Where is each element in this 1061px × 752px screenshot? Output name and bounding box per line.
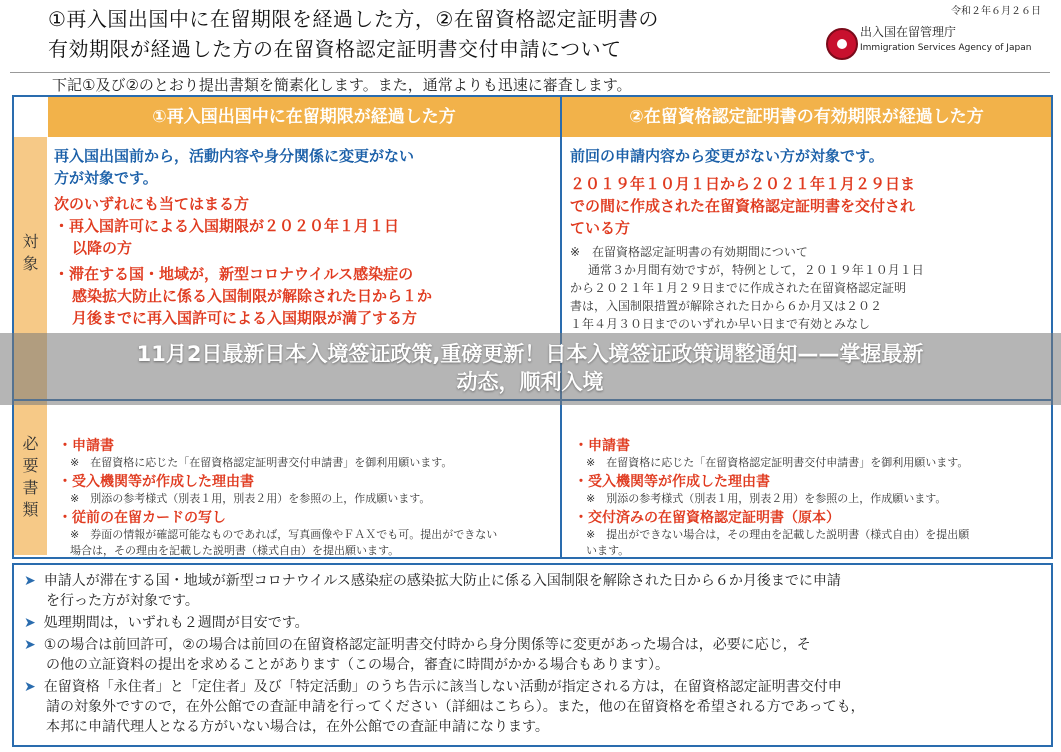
target-left-line: ・再入国許可による入国期限が２０２０年１月１日: [54, 217, 400, 235]
target-right-line: ２０１９年１０月１日から２０２１年１月２９日ま: [570, 175, 916, 193]
note-text: 本邦に申請代理人となる方がいない場合は，在外公館での査証申請になります。: [46, 719, 549, 735]
arrow-right-icon: ➤: [24, 615, 36, 631]
header-divider: [10, 72, 1050, 73]
arrow-right-icon: ➤: [24, 679, 36, 695]
note-item: [24, 613, 1034, 633]
doc-note: います。: [586, 544, 630, 557]
row-label-char: 必: [22, 434, 39, 453]
target-right-cell: [570, 145, 1044, 333]
notes-box: [12, 563, 1053, 747]
target-left-line: 感染拡大防止に係る入国制限が解除された日から１か: [72, 287, 433, 305]
target-right-note: １年４月３０日までのいずれか早い日まで有効とみなし: [570, 317, 871, 331]
note-text: の他の立証資料の提出を求めることがあります（この場合，審査に時間がかかる場合もあります）。: [46, 657, 669, 673]
target-left-line: 以降の方: [72, 239, 133, 257]
note-item: [24, 677, 1034, 737]
note-item: [24, 635, 1034, 675]
column-header-reentry: ①再入国出国中に在留期限が経過した方: [48, 97, 560, 137]
doc-item: ・申請書: [58, 438, 114, 454]
note-text: ①の場合は前回許可，②の場合は前回の在留資格認定証明書交付時から身分関係等に変更があった場合は，必要に応じ，そ: [43, 637, 811, 653]
docs-right-cell: [574, 437, 1044, 559]
arrow-right-icon: ➤: [24, 573, 36, 589]
publish-date: 令和２年６月２６日: [951, 6, 1041, 17]
headline-overlay[interactable]: [30, 340, 1030, 396]
note-text: 在留資格「永住者」と「定住者」及び「特定活動」のうち告示に該当しない活動が指定される方は，在留資格認定証明書交付申: [43, 679, 842, 695]
agency-block: [806, 4, 1041, 64]
doc-note: 場合は，その理由を記載した説明書（様式自由）を提出願います。: [70, 544, 400, 557]
target-left-line: 月後までに再入国許可による入国期限が満了する方: [72, 309, 418, 327]
headline-line-2: 动态，顺利入境: [456, 370, 604, 394]
doc-note: ※ 在留資格に応じた「在留資格認定証明書交付申請書」を御利用願います。: [586, 456, 969, 469]
target-left-line: 再入国出国前から，活動内容や身分関係に変更がない: [54, 147, 415, 165]
doc-item: ・申請書: [574, 438, 630, 454]
title-line-2: 有効期限が経過した方の在留資格認定証明書交付申請について: [48, 37, 622, 61]
target-left-line: ・滞在する国・地域が，新型コロナウイルス感染症の: [54, 265, 414, 283]
doc-note: ※ 在留資格に応じた「在留資格認定証明書交付申請書」を御利用願います。: [70, 456, 453, 469]
doc-note: ※ 券面の情報が確認可能なものであれば，写真画像やＦＡＸでも可。提出ができない: [70, 528, 498, 541]
doc-note: ※ 別添の参考様式（別表１用，別表２用）を参照の上，作成願います。: [70, 492, 431, 505]
note-text: 請の対象外ですので，在外公館での査証申請を行ってください（詳細はこちら）。また，他の在留資格を希望される方であっても，: [46, 699, 865, 715]
target-left-line: 方が対象です。: [54, 169, 158, 187]
target-right-note: 通常３か月間有効ですが，特例として，２０１９年１０月１日: [588, 263, 924, 277]
title-line-1: ①再入国出国中に在留期限を経過した方，②在留資格認定証明書の: [48, 7, 659, 31]
note-text: を行った方が対象です。: [46, 593, 199, 609]
target-left-cell: [54, 145, 554, 329]
arrow-right-icon: ➤: [24, 637, 36, 653]
doc-item: ・交付済みの在留資格認定証明書（原本）: [574, 510, 840, 526]
column-header-certificate: ②在留資格認定証明書の有効期限が経過した方: [562, 97, 1051, 137]
target-right-line: ている方: [570, 219, 631, 237]
row-label-char: 類: [22, 500, 39, 519]
docs-left-cell: [58, 437, 558, 559]
agency-name-en: Immigration Services Agency of Japan: [860, 43, 1032, 53]
target-left-line: 次のいずれにも当てはまる方: [54, 195, 250, 213]
agency-name-jp: 出入国在留管理庁: [860, 25, 957, 39]
row-label-char: 書: [22, 478, 39, 497]
page-title: [48, 4, 748, 64]
target-right-note: 書は，入国制限措置が解除された日から６か月又は２０２: [570, 299, 883, 313]
doc-item: ・従前の在留カードの写し: [58, 510, 226, 526]
target-right-line: での間に作成された在留資格認定証明書を交付され: [570, 197, 916, 215]
requirements-table: [12, 95, 1053, 559]
headline-line-1: 11月2日最新日本入境签证政策,重磅更新！日本入境签证政策调整通知——掌握最新: [136, 342, 924, 366]
target-right-line: 前回の申請内容から変更がない方が対象です。: [570, 147, 884, 165]
note-text: 処理期間は，いずれも２週間が目安です。: [43, 615, 309, 631]
doc-note: ※ 別添の参考様式（別表１用，別表２用）を参照の上，作成願います。: [586, 492, 947, 505]
doc-item: ・受入機関等が作成した理由書: [58, 474, 254, 490]
intro-note: 下記①及び②のとおり提出書類を簡素化します。また，通常よりも迅速に審査します。: [52, 76, 632, 94]
row-label-documents: [14, 401, 47, 555]
note-text: 申請人が滞在する国・地域が新型コロナウイルス感染症の感染拡大防止に係る入国制限を解除された日から６か月後までに申請: [43, 573, 841, 589]
row-label-char: 象: [22, 254, 39, 273]
row-label-char: 対: [22, 232, 39, 251]
target-right-note: から２０２１年１月２９日までに作成された在留資格認定証明: [570, 281, 907, 295]
column-divider: [560, 97, 562, 557]
doc-note: ※ 提出ができない場合は，その理由を記載した説明書（様式自由）を提出願: [586, 528, 970, 541]
agency-seal-icon: [826, 28, 858, 60]
target-right-note: ※ 在留資格認定証明書の有効期間について: [570, 245, 808, 259]
row-label-char: 要: [22, 456, 39, 475]
note-item: [24, 571, 1034, 611]
doc-item: ・受入機関等が作成した理由書: [574, 474, 770, 490]
